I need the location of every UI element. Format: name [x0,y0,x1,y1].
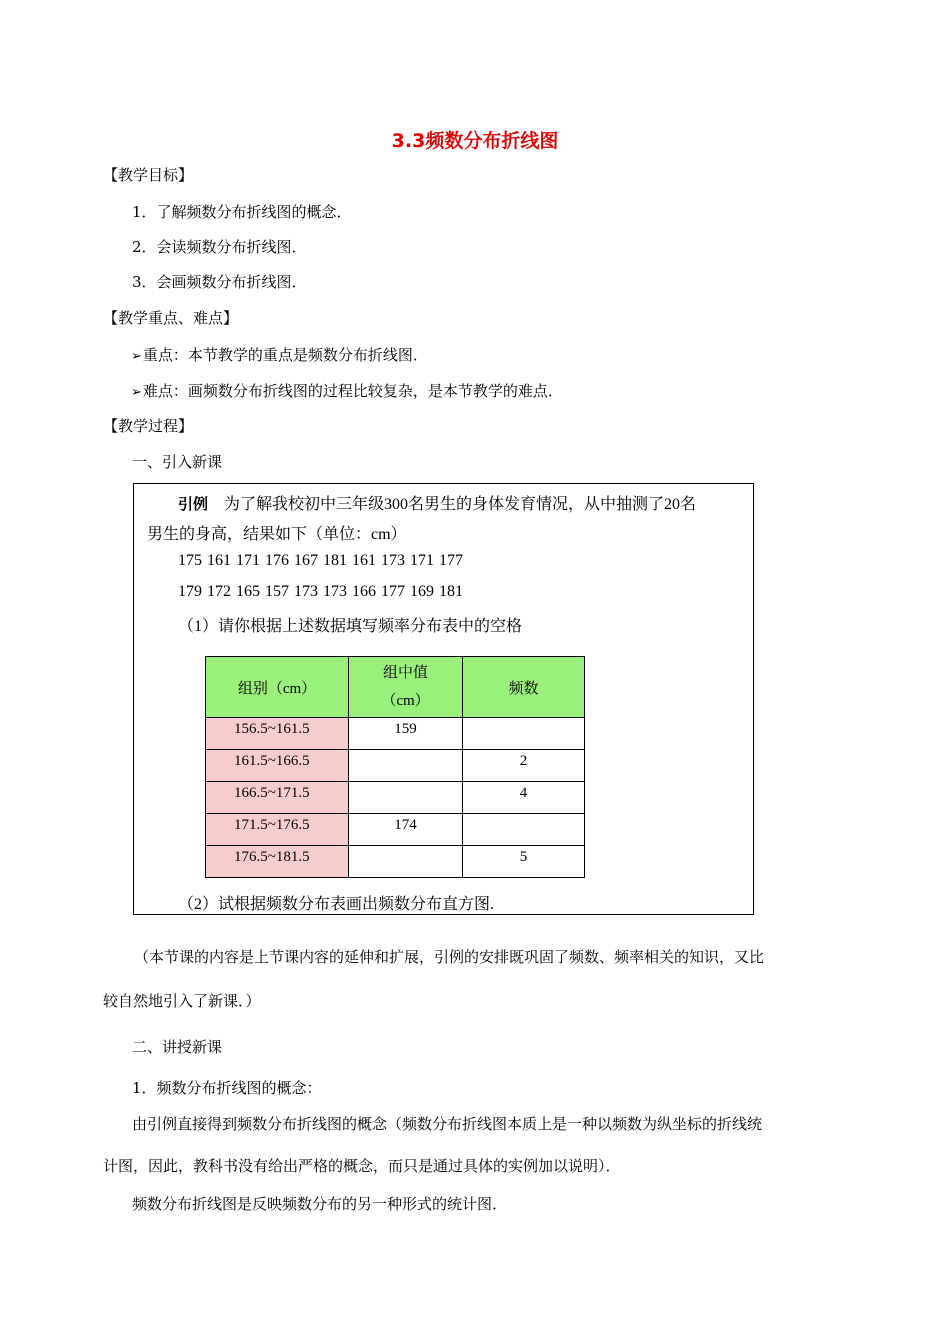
header-midpoint-line2: （cm） [381,693,430,709]
concept-para-line1: 由引例直接得到频数分布折线图的概念（频数分布折线图本质上是一种以频数为纵坐标的折线统 [132,1115,763,1133]
note-line1: （本节课的内容是上节课内容的延伸和扩展，引例的安排既巩固了频数、频率相关的知识，又比 [134,948,765,966]
midpoint-cell[interactable]: 159 [349,718,463,750]
frequency-table [205,656,585,878]
group-cell: 176.5~181.5 [206,846,349,878]
table-header-row [206,657,585,718]
key-point-text: 难点：画频数分布折线图的过程比较复杂，是本节教学的难点． [142,382,563,400]
header-midpoint-line1: 组中值 [382,665,428,681]
header-midpoint [349,657,463,718]
table-row [206,846,585,878]
midpoint-cell[interactable] [349,750,463,782]
part2-heading: 二、讲授新课 [132,1038,223,1056]
example-line2: 男生的身高，结果如下（单位：cm） [147,526,407,543]
frequency-cell[interactable]: 4 [463,782,585,814]
example-line1 [178,491,696,514]
midpoint-cell[interactable] [349,846,463,878]
key-point [131,344,428,365]
note-line2: 较自然地引入了新课．） [103,992,261,1010]
midpoint-cell[interactable] [349,782,463,814]
key-point [131,380,563,401]
goal-item: 1．了解频数分布折线图的概念． [132,203,352,221]
group-cell: 166.5~171.5 [206,782,349,814]
table-row [206,814,585,846]
question-2: （2）试根据频数分布表画出频数分布直方图. [178,896,495,913]
group-cell: 156.5~161.5 [206,718,349,750]
table-row [206,718,585,750]
goal-item: 2．会读频数分布折线图． [132,238,307,256]
process-heading: 【教学过程】 [103,417,194,435]
data-row-2: 179 172 165 157 173 173 166 177 169 181 [178,583,463,600]
group-cell: 171.5~176.5 [206,814,349,846]
page-title: 3.3频数分布折线图 [391,130,559,152]
key-heading: 【教学重点、难点】 [103,309,239,327]
concept-para-line2: 计图，因此，教科书没有给出严格的概念，而只是通过具体的实例加以说明）． [103,1157,621,1175]
header-group: 组别（cm） [206,657,349,718]
concept-heading: 1．频数分布折线图的概念： [132,1079,322,1097]
example-label: 引例 [178,495,209,513]
frequency-cell[interactable]: 2 [463,750,585,782]
key-point-text: 重点：本节教学的重点是频数分布折线图． [142,346,428,364]
data-row-1: 175 161 171 176 167 181 161 173 171 177 [178,552,463,569]
question-1: （1）请你根据上述数据填写频率分布表中的空格 [178,618,523,635]
example-text: 为了解我校初中三年级300名男生的身体发育情况，从中抽测了20名 [224,496,697,513]
arrow-bullet-icon: ➢ [131,349,142,364]
frequency-cell[interactable]: 5 [463,846,585,878]
goal-item: 3．会画频数分布折线图． [132,273,307,291]
table-row [206,782,585,814]
arrow-bullet-icon: ➢ [131,385,142,400]
frequency-cell[interactable] [463,718,585,750]
concept-para-2: 频数分布折线图是反映频数分布的另一种形式的统计图． [132,1195,508,1213]
goals-heading: 【教学目标】 [103,166,194,184]
header-frequency: 频数 [463,657,585,718]
frequency-cell[interactable] [463,814,585,846]
table-row [206,750,585,782]
part1-heading: 一、引入新课 [132,453,223,471]
group-cell: 161.5~166.5 [206,750,349,782]
midpoint-cell[interactable]: 174 [349,814,463,846]
